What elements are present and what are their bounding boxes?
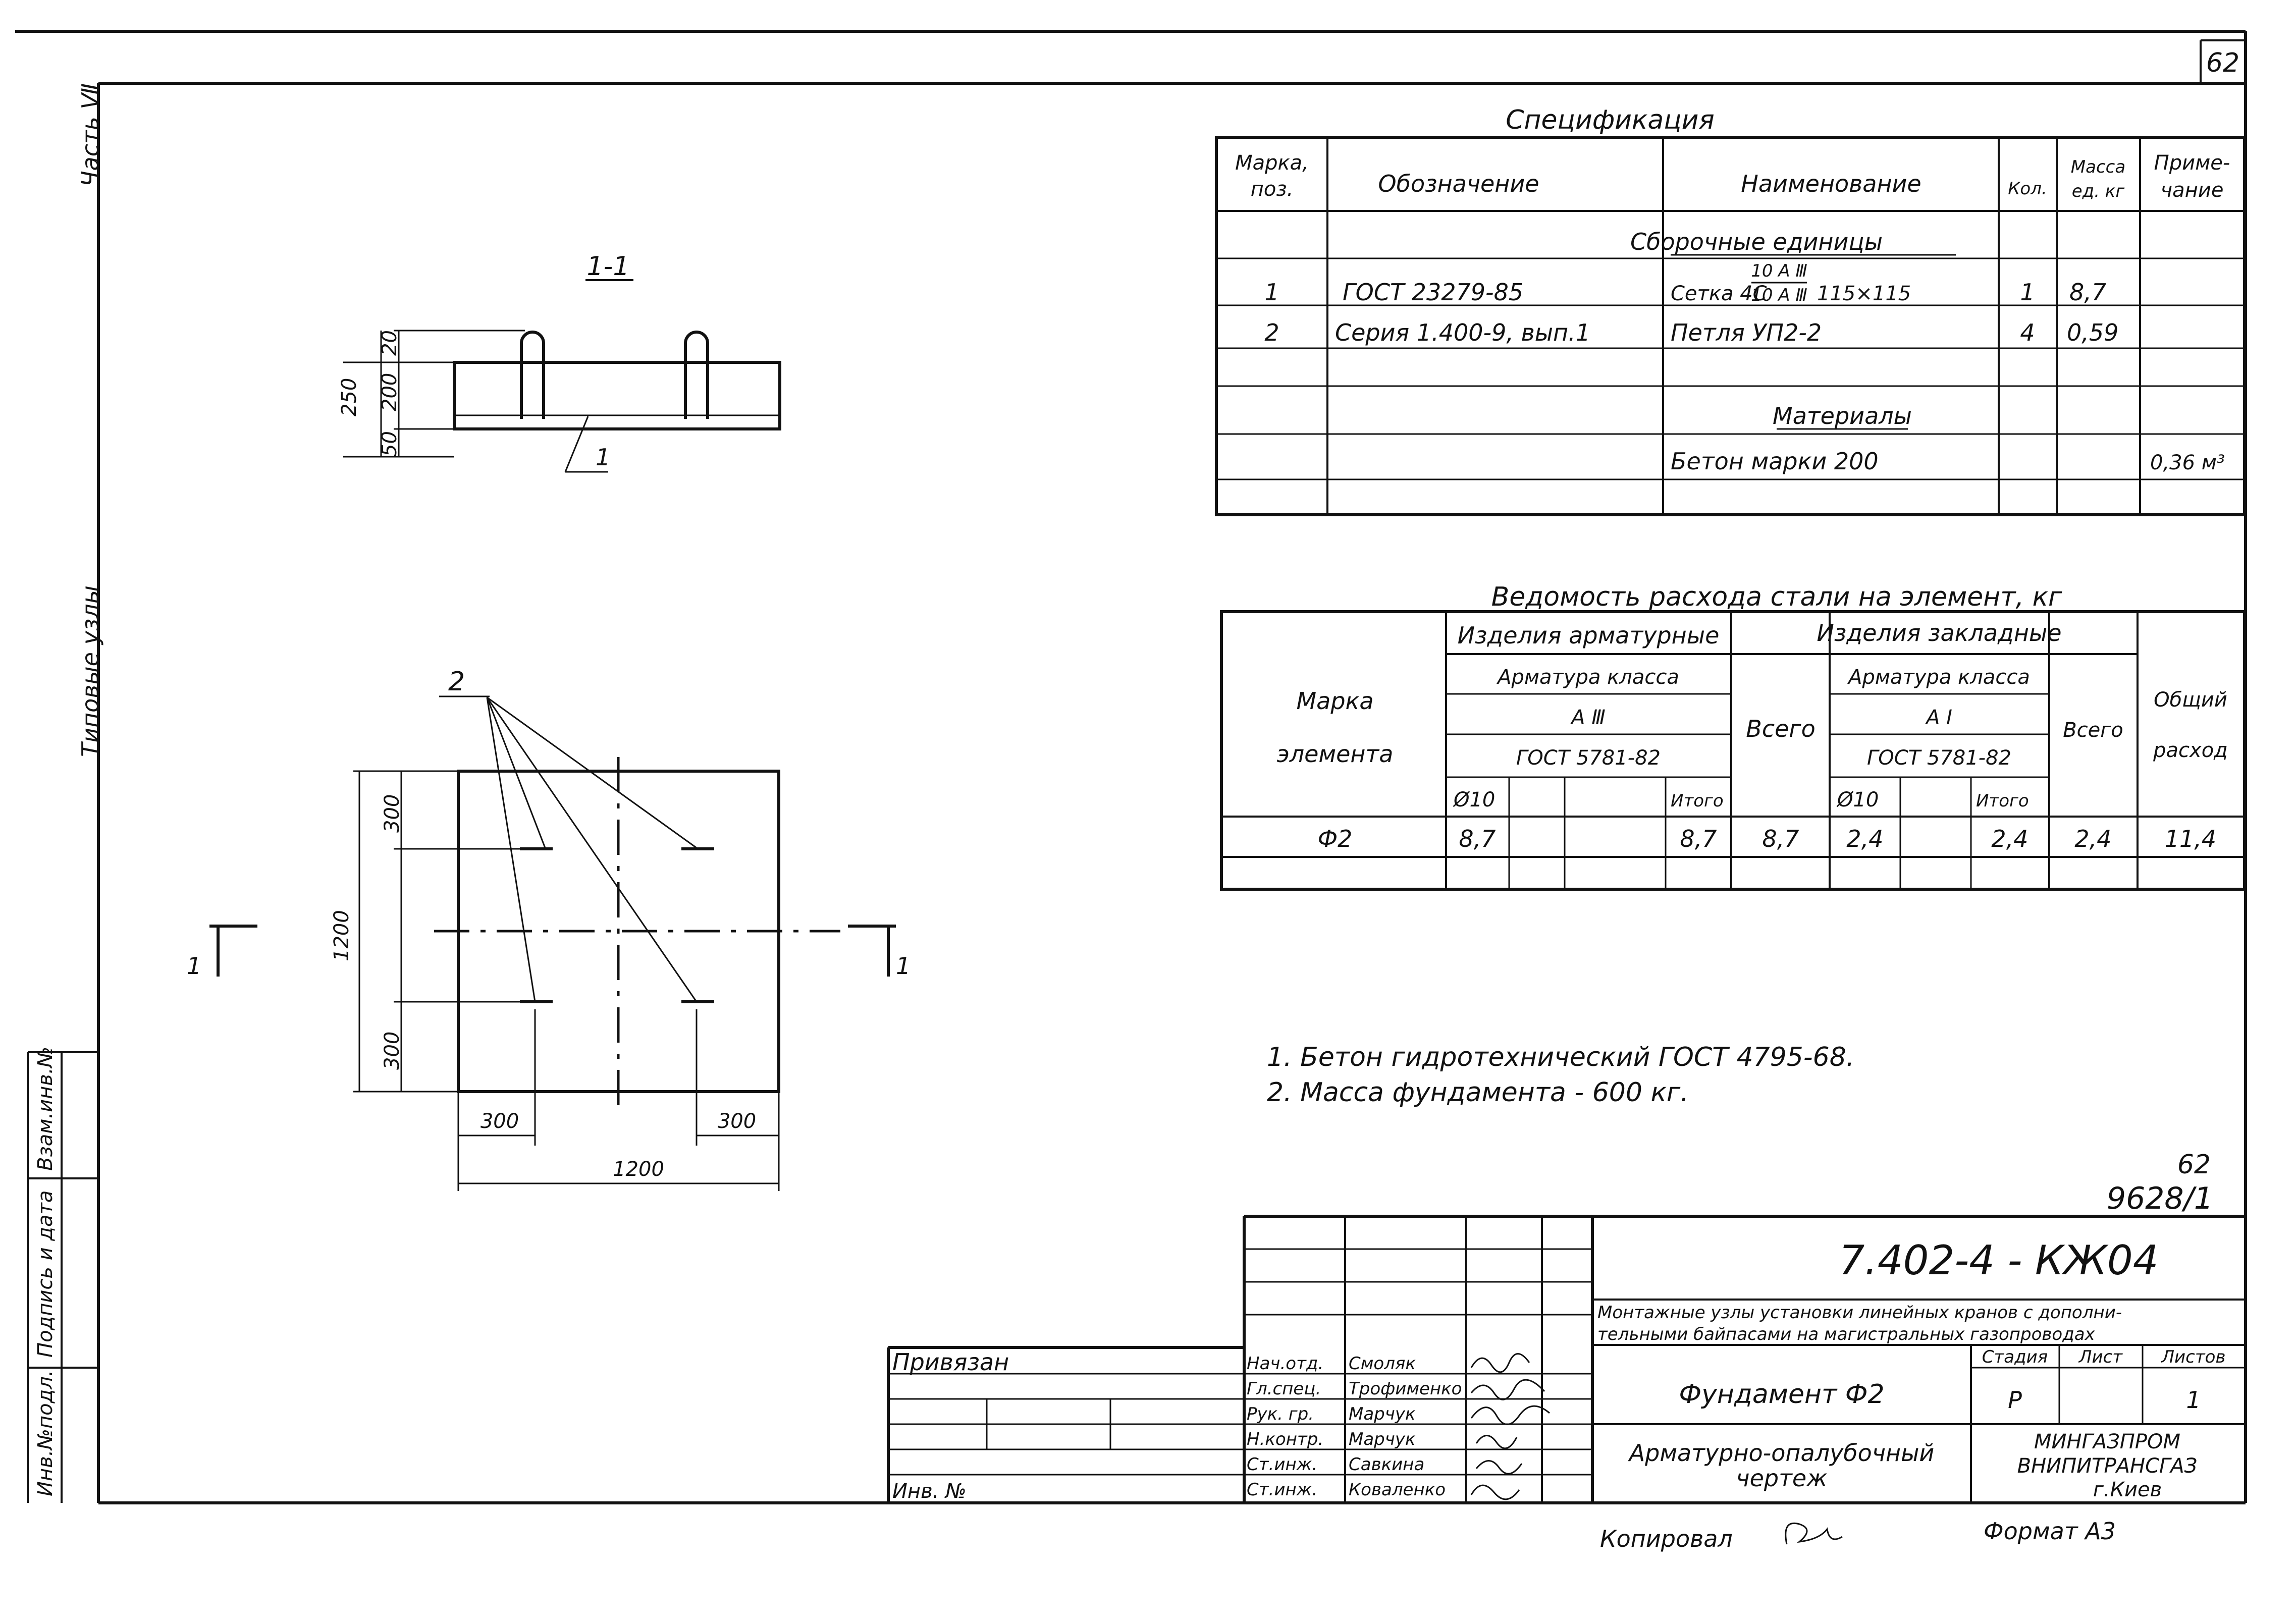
title-name-2: Трофименко	[1349, 1379, 1462, 1399]
spec-row1-name-tail: 115×115	[1817, 282, 1911, 305]
side-stamp-sign: Подпись и дата	[34, 1190, 57, 1358]
copied-label: Копировал	[1600, 1525, 1733, 1552]
steel-row-mark: Ф2	[1317, 825, 1353, 852]
dim-bottom-1200: 1200	[613, 1158, 664, 1181]
signature-1	[1471, 1354, 1529, 1372]
title-sheets: 1	[2186, 1386, 2201, 1414]
steel-row-rebar-d10: 8,7	[1459, 825, 1496, 852]
format-label: Формат А3	[1984, 1518, 2116, 1545]
steel-h-embed-gost: ГОСТ 5781-82	[1867, 746, 2011, 770]
title-name-1: Смоляк	[1349, 1354, 1416, 1374]
steel-h-rebar-class: Арматура класса	[1498, 666, 1679, 689]
spec-row2-mass: 0,59	[2067, 319, 2119, 346]
title-drawing-name: Фундамент Ф2	[1679, 1379, 1885, 1410]
page-number: 62	[2206, 48, 2240, 78]
plan-view	[187, 667, 911, 1191]
signature-5	[1476, 1461, 1522, 1474]
title-desc-2: тельными байпасами на магистральных газопроводах	[1597, 1324, 2095, 1344]
title-sheet-header: Лист	[2078, 1347, 2123, 1367]
title-org-3: г.Киев	[2093, 1478, 2162, 1501]
steel-h-embed-grade: А Ⅰ	[1926, 706, 1952, 729]
dim-bottom-300-right: 300	[717, 1110, 757, 1133]
steel-h-rebar-gost: ГОСТ 5781-82	[1516, 746, 1661, 770]
steel-row-rebar-itogo: 8,7	[1680, 825, 1717, 852]
side-part-label: Часть Ⅶ	[77, 83, 104, 187]
title-org-1: МИНГАЗПРОМ	[2034, 1430, 2180, 1453]
dim-250: 250	[338, 377, 361, 416]
spec-row1-name: Сетка 4С	[1671, 282, 1767, 305]
title-code: 7.402-4 - КЖ04	[1839, 1237, 2159, 1284]
title-name-5: Савкина	[1349, 1454, 1425, 1475]
section-view	[338, 251, 780, 472]
steel-table	[1221, 582, 2245, 889]
title-name-6: Коваленко	[1349, 1480, 1446, 1500]
cut-label-left: 1	[187, 952, 202, 980]
title-role-6: Ст.инж.	[1247, 1480, 1318, 1500]
spec-h-note-1: Приме-	[2154, 151, 2230, 175]
side-stamp	[28, 1047, 98, 1503]
title-desc-1: Монтажные узлы установки линейных кранов с дополни-	[1597, 1303, 2122, 1323]
spec-h-qty: Кол.	[2008, 179, 2047, 199]
spec-row2-pos: 2	[1264, 319, 1279, 346]
dim-200: 200	[378, 372, 401, 411]
spec-row2-qty: 4	[2020, 319, 2035, 346]
dim-left-1200: 1200	[330, 910, 353, 961]
dim-20: 20	[378, 330, 401, 356]
note-1: 1. Бетон гидротехнический ГОСТ 4795-68.	[1267, 1042, 1855, 1072]
signature-6	[1471, 1485, 1519, 1499]
spec-h-mass-2: ед. кг	[2071, 181, 2125, 201]
title-role-3: Рук. гр.	[1247, 1404, 1314, 1424]
steel-title: Ведомость расхода стали на элемент, кг	[1491, 582, 2062, 612]
steel-h-rebar-total: Всего	[1746, 715, 1816, 742]
side-stamp-inv: Инв.№подл.	[34, 1370, 57, 1496]
spec-h-mass-1: Масса	[2070, 157, 2126, 177]
steel-h-rebar-d10: Ø10	[1454, 788, 1496, 812]
dim-50: 50	[378, 431, 401, 457]
section-callout: 1	[596, 444, 611, 471]
spec-h-name: Наименование	[1741, 170, 1921, 197]
signature-3	[1471, 1406, 1550, 1424]
steel-h-embed-total: Всего	[2063, 719, 2123, 742]
title-name-4: Марчук	[1349, 1429, 1416, 1449]
title-name-3: Марчук	[1349, 1404, 1416, 1424]
title-stage-header: Стадия	[1982, 1347, 2048, 1367]
spec-row1-frac-top: 10 A Ⅲ	[1751, 261, 1807, 281]
steel-h-embed-d10: Ø10	[1837, 788, 1879, 812]
title-role-5: Ст.инж.	[1247, 1454, 1318, 1475]
side-section-label: Типовые узлы	[77, 585, 104, 757]
spec-row1-qty: 1	[2020, 279, 2035, 306]
dim-left-300-top: 300	[381, 794, 404, 833]
copied-signature	[1786, 1523, 1842, 1544]
signature-2	[1471, 1380, 1544, 1399]
side-stamp-replace: Взам.инв.№	[34, 1046, 57, 1171]
spec-title: Спецификация	[1506, 105, 1715, 135]
steel-h-overall-2: расход	[2153, 739, 2228, 762]
spec-material-name: Бетон марки 200	[1671, 448, 1879, 475]
spec-row1-code: ГОСТ 23279-85	[1343, 279, 1524, 306]
note-2: 2. Масса фундамента - 600 кг.	[1267, 1077, 1689, 1108]
section-title: 1-1	[586, 251, 630, 282]
title-block	[888, 1216, 2245, 1503]
title-drawing-type-2: чертеж	[1736, 1465, 1828, 1492]
spec-row1-mass: 8,7	[2069, 279, 2107, 306]
steel-row-embed-d10: 2,4	[1846, 825, 1884, 852]
title-privyazan: Привязан	[892, 1348, 1009, 1376]
signature-4	[1476, 1435, 1517, 1448]
steel-row-embed-itogo: 2,4	[1991, 825, 2028, 852]
spec-group-assemblies: Сборочные единицы	[1630, 228, 1883, 255]
dim-bottom-300-left: 300	[480, 1110, 519, 1133]
steel-h-rebar: Изделия арматурные	[1457, 622, 1720, 649]
steel-row-rebar-total: 8,7	[1762, 825, 1799, 852]
title-role-1: Нач.отд.	[1247, 1354, 1324, 1374]
title-stage: Р	[2008, 1386, 2022, 1414]
spec-row2-name: Петля УП2-2	[1671, 319, 1822, 346]
steel-h-embed-itogo: Итого	[1976, 791, 2029, 811]
spec-row1-frac-bottom: 10 A Ⅲ	[1751, 285, 1807, 305]
plan-callout: 2	[448, 667, 465, 697]
spec-h-mark: Марка,	[1235, 151, 1309, 175]
title-sheets-header: Листов	[2161, 1347, 2226, 1367]
album-ref-bottom: 9628/1	[2106, 1181, 2213, 1216]
steel-row-overall: 11,4	[2164, 825, 2217, 852]
album-ref-top: 62	[2177, 1150, 2211, 1180]
steel-h-overall-1: Общий	[2154, 688, 2227, 712]
steel-h-mark-1: Марка	[1296, 687, 1374, 715]
steel-h-embed-class: Арматура класса	[1848, 666, 2030, 689]
title-inv: Инв. №	[892, 1480, 967, 1503]
steel-row-embed-total: 2,4	[2074, 825, 2112, 852]
spec-row2-code: Серия 1.400-9, вып.1	[1335, 319, 1590, 346]
spec-h-note-2: чание	[2160, 179, 2224, 202]
cut-label-right: 1	[896, 952, 911, 980]
spec-h-code: Обозначение	[1378, 170, 1539, 197]
title-org-2: ВНИПИТРАНСГАЗ	[2017, 1454, 2198, 1478]
steel-h-rebar-itogo: Итого	[1671, 791, 1724, 811]
title-role-2: Гл.спец.	[1247, 1379, 1321, 1399]
steel-h-mark-2: элемента	[1276, 740, 1394, 768]
steel-h-rebar-grade: А Ⅲ	[1571, 706, 1606, 729]
spec-group-materials: Материалы	[1773, 402, 1912, 429]
spec-row1-pos: 1	[1264, 279, 1279, 306]
dim-left-300-bottom: 300	[381, 1031, 404, 1070]
spec-material-note: 0,36 м³	[2150, 451, 2225, 474]
specification-table	[1216, 105, 2245, 515]
title-drawing-type-1: Арматурно-опалубочный	[1629, 1439, 1935, 1467]
title-role-4: Н.контр.	[1247, 1429, 1324, 1449]
steel-h-embed: Изделия закладные	[1817, 619, 2062, 646]
spec-h-pos: поз.	[1250, 178, 1294, 201]
